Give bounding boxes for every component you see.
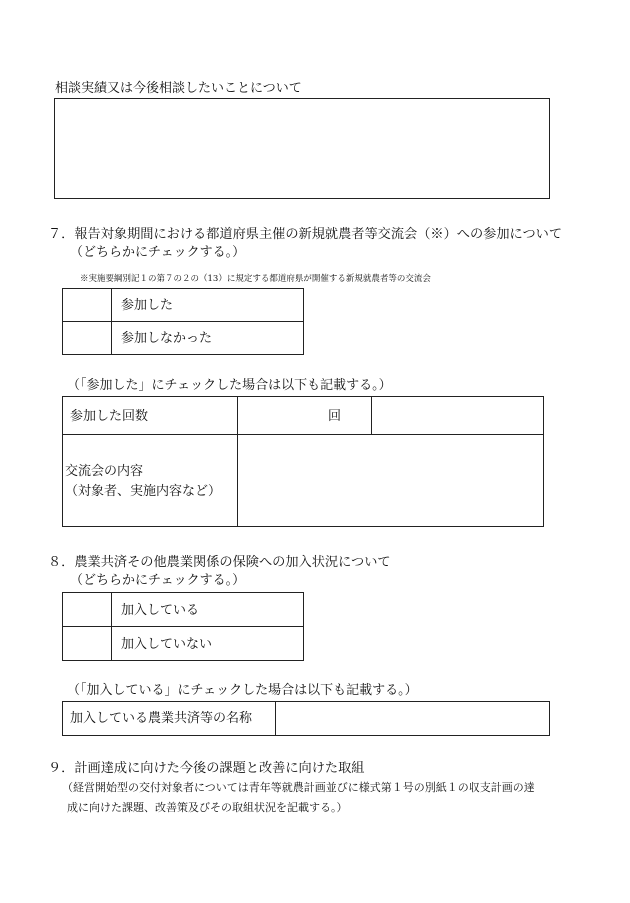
insured-option-label: 加入している [121, 603, 200, 618]
section9-heading: ９．計画達成に向けた今後の課題と改善に向けた取組 [48, 761, 365, 776]
section7-followup: （「参加した」にチェックした場合は以下も記載する。） [67, 378, 392, 393]
participation-count-label: 参加した回数 [70, 409, 149, 424]
section9-note-line1: （経営開始型の交付対象者については青年等就農計画並びに様式第１号の別紙１の収支計画の達 [62, 781, 535, 794]
participation-count-unit: 回 [328, 409, 342, 424]
not-participated-checkbox[interactable] [63, 322, 111, 354]
insured-checkbox[interactable] [63, 593, 111, 626]
section7-footnote: ※実施要綱別記１の第７の２の（13）に規定する都道府県が開催する新規就農者等の交流会 [80, 274, 431, 284]
section8-instruction: （どちらかにチェックする。） [70, 573, 246, 588]
section9-note-line2: 成に向けた課題、改善策及びその取組状況を記載する。） [67, 801, 348, 814]
section8-heading: ８．農業共済その他農業関係の保険への加入状況について [48, 555, 391, 570]
not-participated-option-label: 参加しなかった [121, 331, 213, 346]
consultation-textarea[interactable] [54, 98, 550, 199]
insurance-name-input[interactable] [276, 702, 549, 735]
section8-options-table [62, 592, 304, 661]
consultation-label: 相談実績又は今後相談したいことについて [55, 81, 302, 96]
section7-instruction: （どちらかにチェックする。） [70, 245, 246, 260]
exchange-content-sublabel: （対象者、実施内容など） [65, 484, 222, 499]
not-insured-option-label: 加入していない [121, 637, 213, 652]
insurance-name-label: 加入している農業共済等の名称 [70, 711, 253, 726]
participated-option-label: 参加した [121, 298, 174, 313]
section8-followup: （「加入している」にチェックした場合は以下も記載する。） [67, 683, 418, 698]
participated-checkbox[interactable] [63, 289, 111, 321]
not-insured-checkbox[interactable] [63, 627, 111, 660]
section7-heading: ７．報告対象期間における都道府県主催の新規就農者等交流会（※）への参加について [48, 227, 563, 242]
exchange-content-input[interactable] [238, 435, 543, 526]
section7-options-table [62, 288, 304, 355]
participation-count-input[interactable] [238, 397, 371, 434]
exchange-content-label: 交流会の内容 [65, 464, 144, 479]
insurance-name-table [62, 701, 550, 736]
exchange-details-table [62, 396, 544, 527]
